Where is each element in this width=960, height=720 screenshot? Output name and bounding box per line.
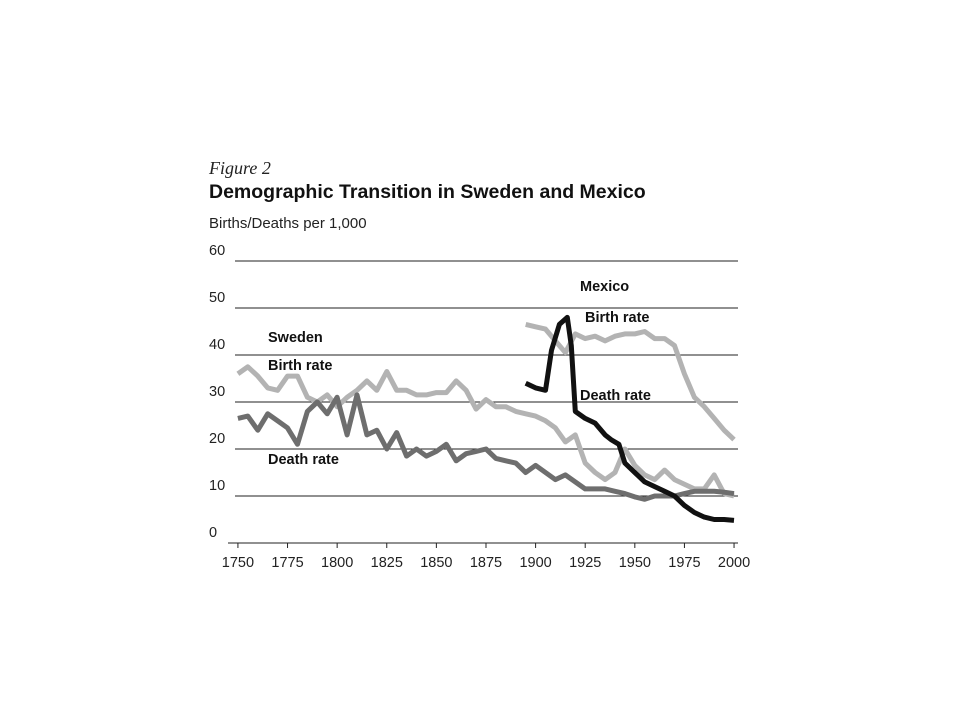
- y-tick-label-10: 10: [209, 478, 226, 494]
- x-tick-label-1775: 1775: [271, 555, 304, 571]
- x-tick-label-1925: 1925: [569, 555, 602, 571]
- series-line-mexico-birth-rate: [526, 324, 734, 439]
- y-tick-label-40: 40: [209, 337, 226, 353]
- y-tick-label-30: 30: [209, 384, 226, 400]
- x-tick-label-1900: 1900: [519, 555, 552, 571]
- annotation-sweden-birth: Birth rate: [268, 358, 333, 374]
- y-tick-label-0: 0: [209, 525, 218, 541]
- series-line-sweden-death-rate: [238, 395, 734, 499]
- x-tick-label-1875: 1875: [469, 555, 503, 571]
- series-line-sweden-birth-rate: [238, 367, 734, 496]
- series-lines: [238, 317, 734, 520]
- chart-title: Demographic Transition in Sweden and Mexico: [209, 181, 646, 203]
- x-tick-label-1950: 1950: [618, 555, 651, 571]
- y-tick-label-60: 60: [209, 243, 226, 259]
- x-tick-label-1975: 1975: [668, 555, 701, 571]
- annotation-mexico: Mexico: [580, 279, 630, 295]
- y-axis-label: Births/Deaths per 1,000: [209, 215, 367, 232]
- y-tick-labels: [209, 243, 225, 541]
- x-tick-label-1750: 1750: [221, 555, 255, 571]
- x-tick-label-1800: 1800: [321, 555, 354, 571]
- x-tick-label-1850: 1850: [420, 555, 453, 571]
- figure-label: Figure 2: [209, 158, 271, 178]
- annotation-sweden: Sweden: [268, 330, 323, 346]
- annotation-mexico-death: Death rate: [580, 388, 651, 404]
- y-tick-label-50: 50: [209, 290, 226, 306]
- x-tick-label-1825: 1825: [370, 555, 403, 571]
- series-annotations: [268, 279, 651, 468]
- annotation-mexico-birth: Birth rate: [585, 310, 650, 326]
- x-axis: [222, 543, 750, 571]
- x-tick-label-2000: 2000: [717, 555, 751, 571]
- y-tick-label-20: 20: [209, 431, 226, 447]
- annotation-sweden-death: Death rate: [268, 452, 339, 468]
